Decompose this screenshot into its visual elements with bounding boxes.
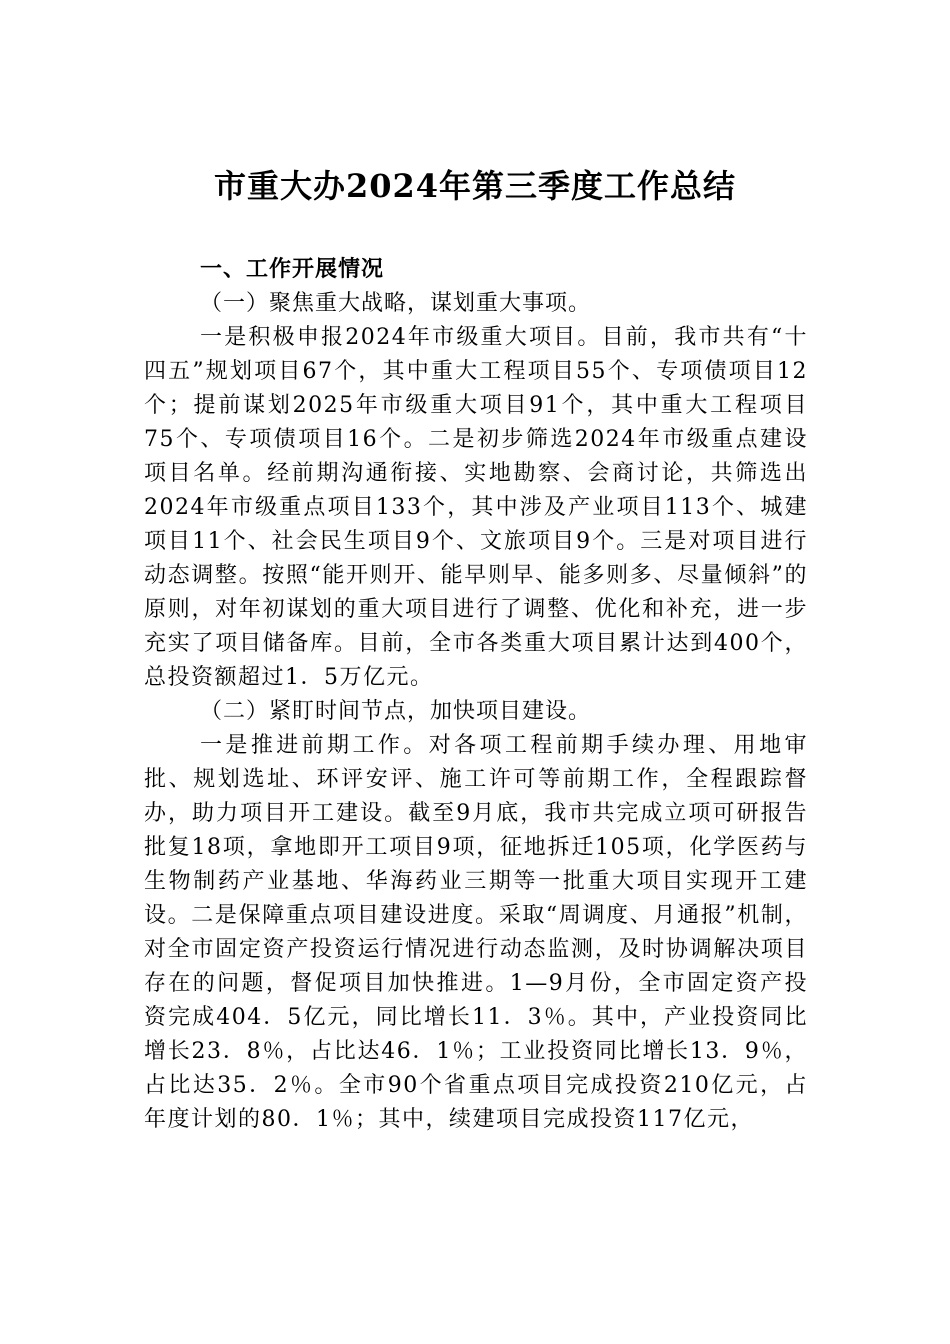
document-body [144,253,808,1137]
subsection-heading: （二）紧盯时间节点，加快项目建设。 [200,699,592,724]
body-paragraph: 一是积极申报2024年市级重大项目。目前，我市共有“十四五”规划项目67个，其中重大工程项目55个、专项债项目12个；提前谋划2025年市级重大项目91个，其中重大工程项目75个、专项债项目16个。二是初步筛选2024年市级重点建设项目名单。经前期沟通衔接、实地勘察、会商讨论，共筛选出2024年市级重点项目133个，其中涉及产业项目113个、城建项目11个、社会民生项目9个、文旅项目9个。三是对项目进行动态调整。按照“能开则开、能早则早、能多则多、尽量倾斜”的原则，对年初谋划的重大项目进行了调整、优化和补充，进一步充实了项目储备库。目前，全市各类重大项目累计达到400个，总投资额超过1．5万亿元。 [144,325,808,690]
section-heading: 一、工作开展情况 [200,257,385,282]
subsection-heading: （一）聚焦重大战略，谋划重大事项。 [200,291,592,316]
document-title: 市重大办2024年第三季度工作总结 [213,167,737,205]
body-paragraph: 一是推进前期工作。对各项工程前期手续办理、用地审批、规划选址、环评安评、施工许可等前期工作，全程跟踪督办，助力项目开工建设。截至9月底，我市共完成立项可研报告批复18项，拿地即开工项目9项，征地拆迁105项，化学医药与生物制药产业基地、华海药业三期等一批重大项目实现开工建设。二是保障重点项目建设进度。采取“周调度、月通报”机制，对全市固定资产投资运行情况进行动态监测，及时协调解决项目存在的问题，督促项目加快推进。1—9月份，全市固定资产投资完成404．5亿元，同比增长11．3％。其中，产业投资同比增长23．8％，占比达46．1％；工业投资同比增长13．9％，占比达35．2％。全市90个省重点项目完成投资210亿元，占年度计划的80．1％；其中，续建项目完成投资117亿元， [144,733,808,1132]
